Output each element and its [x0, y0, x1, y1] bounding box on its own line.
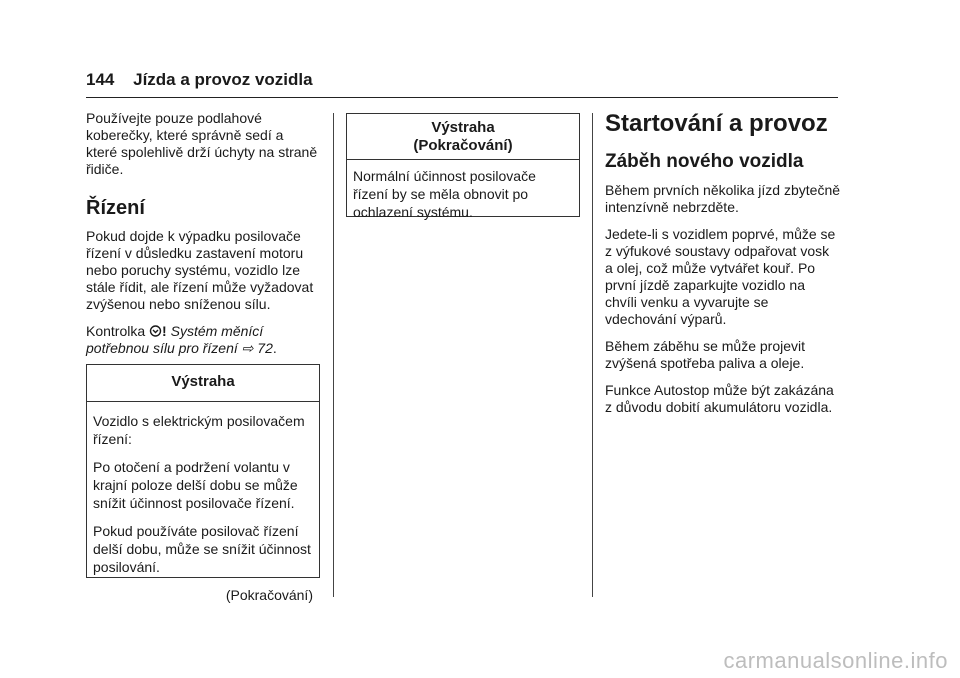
column-1	[86, 110, 318, 367]
subsection-title-break-in: Záběh nového vozidla	[605, 151, 804, 172]
reference-page: 72	[257, 340, 273, 356]
watermark: carmanualsonline.info	[723, 648, 948, 673]
floor-mats-text: Používejte pouze podlahové koberečky, které správně sedí a které spolehlivě drží úchyty na straně řidiče.	[86, 110, 318, 177]
warning-box-1	[86, 364, 320, 603]
section-title-steering: Řízení	[86, 197, 145, 219]
break-in-text-3: Během záběhu se může projevit zvýšená spotřeba paliva a oleje.	[605, 338, 805, 371]
indicator-reference: Kontrolka ! Systém měnící potřebnou sílu pro řízení ⇨ 72.	[86, 323, 277, 356]
column-3	[605, 110, 840, 426]
break-in-text-4: Funkce Autostop může být zakázána z důvodu dobití akumulátoru vozidla.	[605, 382, 834, 415]
page-header	[86, 70, 313, 90]
warning-text-3: Pokud používáte posilovač řízení delší dobu, může se snížit účinnost posilování.	[93, 523, 311, 575]
chapter-title: Jízda a provoz vozidla	[133, 70, 313, 89]
continued-label: (Pokračování)	[225, 587, 313, 603]
warning-title: Výstraha	[171, 373, 235, 390]
warning-text-4: Normální účinnost posilovače řízení by se měla obnovit po ochlazení systému.	[353, 168, 536, 220]
warning-body-2	[347, 159, 579, 221]
break-in-text-2: Jedete-li s vozidlem poprvé, může se z výfukové soustavy odpařovat vosk a olej, což může vytvářet kouř. Po první jízdě zaparkujte vozidlo na chvíli venku a vyvarujte se vdechování výparů.	[605, 226, 836, 327]
warning-text-1: Vozidlo s elektrickým posilovačem řízení:	[93, 413, 305, 447]
warning-text-2: Po otočení a podržení volantu v krajní poloze delší dobu se může snížit účinnost posilovače řízení.	[93, 459, 298, 511]
column-rule-1	[333, 113, 334, 597]
warning-body	[87, 401, 319, 604]
section-title-starting: Startování a provoz	[605, 110, 828, 137]
warning-mark: !	[162, 323, 167, 339]
warning-box-2	[346, 113, 580, 220]
header-rule	[86, 97, 838, 98]
arrow-right-icon: ⇨	[241, 340, 254, 356]
warning-title-2: Výstraha (Pokračování)	[413, 119, 513, 154]
steering-warning-icon	[149, 323, 167, 339]
steering-text: Pokud dojde k výpadku posilovače řízení v důsledku zastavení motoru nebo poruchy systému, vozidlo lze stále řídit, ale řízení může vyžadovat zvýšenou nebo sníženou sílu.	[86, 228, 314, 312]
break-in-text-1: Během prvních několika jízd zbytečně intenzívně nebrzděte.	[605, 182, 841, 215]
page-number: 144	[86, 70, 115, 89]
column-rule-2	[592, 113, 593, 597]
reference-link[interactable]: Systém měnící potřebnou sílu pro řízení ⇨ 72	[86, 323, 273, 356]
indicator-label: Kontrolka	[86, 323, 146, 339]
